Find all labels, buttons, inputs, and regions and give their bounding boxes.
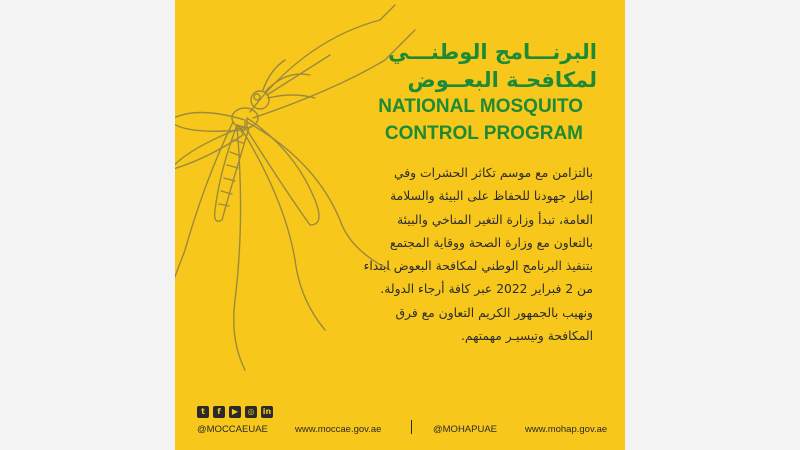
handle-left[interactable]: @MOCCAEUAE: [197, 424, 268, 435]
english-title-line-2: CONTROL PROGRAM: [384, 123, 583, 144]
body-line: بتنفيذ البرنامج الوطني لمكافحة البعوض ابتداء: [363, 259, 593, 274]
youtube-icon[interactable]: ▶: [229, 406, 241, 418]
facebook-icon[interactable]: f: [213, 406, 225, 418]
social-icons: [197, 406, 273, 418]
body-line: العامة، تبدأ وزارة التغير المناخي والبيئة: [397, 212, 593, 227]
footer-divider: [411, 420, 412, 434]
english-title-line-1: NATIONAL MOSQUITO: [378, 96, 583, 117]
footer: [175, 398, 625, 450]
site-right[interactable]: www.mohap.gov.ae: [525, 424, 608, 435]
body-line: من 2 فبراير 2022 عبر كافة أرجاء الدولة.: [380, 282, 593, 297]
body-line: بالتزامن مع موسم تكاثر الحشرات وفي: [394, 166, 593, 180]
site-left[interactable]: www.moccae.gov.ae: [295, 424, 382, 435]
handle-right[interactable]: @MOHAPUAE: [433, 424, 498, 435]
arabic-title-line-1: البرنـــامج الوطنـــي: [388, 40, 597, 64]
twitter-icon[interactable]: t: [197, 406, 209, 418]
arabic-title-line-2: لمكافحـة البعــوض: [407, 68, 597, 92]
linkedin-icon[interactable]: in: [262, 407, 272, 416]
body-line: ونهيب بالجمهور الكريم التعاون مع فرق: [395, 305, 593, 320]
body-line: بالتعاون مع وزارة الصحة ووقاية المجتمع: [389, 235, 593, 250]
arabic-body-text: [303, 162, 593, 348]
english-title: [323, 93, 583, 147]
arabic-title: [297, 38, 597, 94]
instagram-icon[interactable]: ◎: [245, 406, 257, 418]
body-line: إطار جهودنا للحفاظ على البيئة والسلامة: [390, 189, 593, 204]
body-line: المكافحة وتيسيـر مهمتهم.: [460, 329, 593, 344]
poster: [175, 0, 625, 450]
